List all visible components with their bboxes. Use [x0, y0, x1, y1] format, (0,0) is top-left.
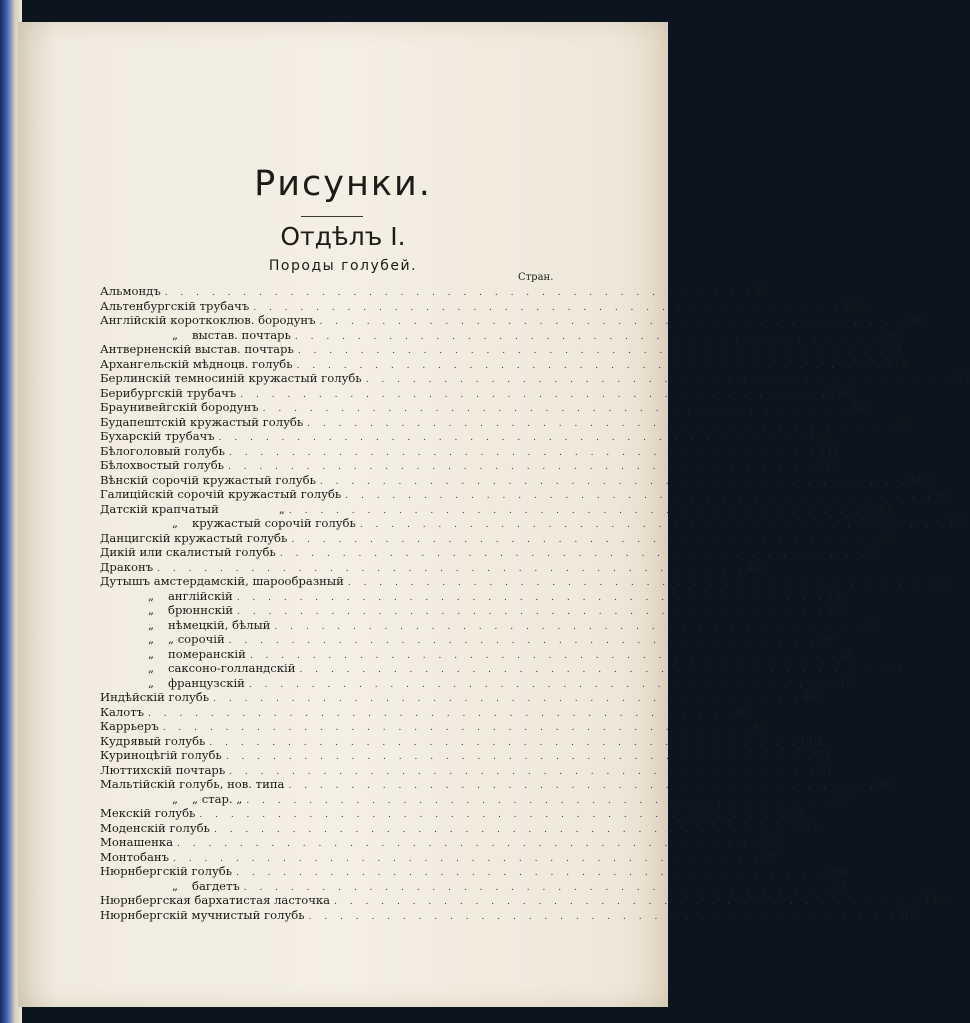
entry-name: [100, 864, 236, 879]
entry-name: [100, 386, 240, 401]
entry-name: [100, 603, 237, 618]
index-entry: [100, 632, 834, 647]
entry-page-number: 109: [898, 907, 921, 922]
index-entry: [100, 545, 877, 560]
leader-dots: . . . . . . . . . . . . . . . . . . . . . . . . . . . . . . . . . . . . . .: [279, 549, 870, 559]
index-entry: [100, 530, 896, 546]
entry-name: [100, 284, 165, 299]
entry-page-number: 119: [798, 733, 822, 748]
entry-name: [100, 415, 307, 430]
entry-name: [100, 879, 244, 894]
entry-text: Альтенбургскій трубачъ: [100, 298, 250, 313]
entry-text: Люттихскій почтарь: [100, 762, 226, 777]
entry-text: Калотъ: [100, 704, 145, 719]
index-entry: [100, 820, 819, 836]
index-entry: [100, 458, 840, 473]
entry-page-number: 67: [835, 791, 851, 806]
entry-text: „ стар. „: [192, 791, 243, 806]
entry-page-number: 48: [802, 690, 818, 704]
leader-dots: . . . . . . . . . . . . . . . . . . . . . . . . . . . . . . . . . . . . . .: [213, 824, 804, 835]
entry-text: Берлинскій темносиній кружастый голубь: [100, 371, 362, 385]
index-entry: [100, 400, 867, 415]
entry-page-number: 96: [896, 414, 912, 429]
entry-page-number: 90: [934, 487, 950, 501]
entry-text: саксоно-голландскій: [168, 661, 296, 675]
ditto-mark: „: [148, 632, 155, 646]
entry-text: Браунивейгскій бородунъ: [100, 400, 259, 414]
entry-text: Данцигскій кружастый голубь: [100, 530, 288, 545]
entry-name: [100, 908, 309, 923]
entry-name: [100, 850, 173, 865]
leader-dots: . . . . . . . . . . . . . . . . . . . . . . . . . . . . . . . . . . . . . .: [225, 752, 816, 762]
entry-name: [100, 893, 334, 908]
entry-text: Дутышъ амстердамскій, шарообразный: [100, 574, 344, 588]
entry-page-number: 22: [889, 661, 904, 675]
ditto-mark: „: [148, 603, 155, 617]
entry-text: Нюрнбергскій голубь: [100, 864, 233, 878]
entry-name: [100, 748, 226, 763]
index-entry: [100, 878, 849, 894]
index-entry: [100, 298, 865, 314]
index-entry: [100, 603, 842, 618]
entry-text: багдетъ: [192, 878, 240, 893]
entry-page-number: 61: [818, 762, 834, 777]
entry-text: Датскій крапчатый: [100, 501, 219, 516]
entry-text: Дикій или скалистый голубь: [100, 545, 276, 559]
entry-name: [100, 661, 300, 676]
entry-text: Мекскій голубь: [100, 806, 196, 820]
entry-name: [100, 618, 274, 633]
index-entry: [100, 371, 970, 386]
index-entry: [100, 501, 894, 517]
entry-name: [100, 328, 295, 343]
index-entry: [100, 516, 965, 531]
index-entry: [100, 559, 762, 575]
ditto-mark: „: [172, 516, 179, 530]
entry-name: [100, 313, 320, 328]
leader-dots: . . . . . . . . . . . . . . . . . . . . . . . . . . . . . . . . . . . . . .: [294, 331, 885, 342]
index-entry: [100, 414, 912, 430]
entry-page-number: 101: [909, 472, 932, 487]
index-entry: [100, 327, 900, 343]
entry-text: Моденскій голубь: [100, 820, 210, 835]
entry-text: Кудрявый голубь: [100, 733, 206, 748]
leader-dots: . . . . . . . . . . . . . . . . . . . . . . . . . . . . . . . . . . . . . .: [249, 650, 840, 661]
subsection-heading: Породы голубей.: [268, 258, 418, 274]
entry-page-number: 28: [937, 574, 953, 588]
entry-name: [100, 806, 199, 821]
entry-text: брюннскій: [168, 603, 234, 617]
leader-dots: . . . . . . . . . . . . . . . . . . . . . . . . . . . . . . . . . . . . . .: [274, 621, 864, 632]
index-entry: [100, 864, 848, 879]
ditto-mark: „: [148, 661, 155, 675]
leader-dots: . . . . . . . . . . . . . . . . . . . . . . . . . . . . . . . . . . . . . .: [218, 433, 809, 443]
leader-dots: . . . . . . . . . . . . . . . . . . . . . . . . . . . . . . . . . . . . . .: [319, 476, 910, 487]
entry-name: [100, 705, 148, 720]
trailing-ditto-mark: „: [278, 501, 285, 516]
entry-page-number: 104: [842, 298, 865, 313]
entry-page-number: 19: [818, 632, 834, 646]
index-entry: [100, 429, 831, 444]
entry-page-number: 111: [818, 443, 841, 458]
index-entry: [100, 907, 921, 923]
index-entry: [100, 675, 854, 691]
entry-page-number: 118: [886, 356, 909, 371]
entry-name: [100, 473, 320, 488]
entry-name: [100, 429, 219, 444]
ditto-mark: „: [148, 646, 155, 661]
entry-name: [100, 502, 289, 517]
leader-dots: . . . . . . . . . . . . . . . . . . . . . . . . . . . . . . . . . . . . . .: [262, 404, 853, 414]
ditto-mark: „: [148, 588, 155, 603]
leader-dots: . . . . . . . . . . . . . . . . . . . . . . . . . . . . . . . . . . . . . .: [288, 781, 879, 791]
leader-dots: . . . . . . . . . . . . . . . . . . . . . . . . . . . . . . . . . . . . . .: [347, 578, 938, 588]
entry-page-number: 88: [880, 530, 896, 545]
leader-dots: . . . . . . . . . . . . . . . . . . . . . . . . . . . . . . . . . . . . . .: [213, 694, 803, 704]
leader-dots: . . . . . . . . . . . . . . . . . . . . . . . . . . . . . . . . . . . . . .: [228, 636, 819, 646]
leader-dots: . . . . . . . . . . . . . . . . . . . . . . . . . . . . . . . . . . . . . .: [236, 592, 827, 603]
entry-name: [100, 821, 214, 836]
leader-dots: . . . . . . . . . . . . . . . . . . . . . . . . . . . . . . . . . . . . . .: [240, 389, 830, 400]
leader-dots: . . . . . . . . . . . . . . . . . . . . . . . . . . . . . . . . . . . . . .: [308, 911, 899, 922]
entry-text: Бухарскій трубачъ: [100, 429, 215, 443]
illustration-index-list: [100, 284, 970, 922]
entry-page-number: 86: [949, 516, 965, 530]
entry-text: Альмондъ: [100, 284, 161, 298]
index-entry: [100, 617, 879, 633]
index-entry: [100, 835, 782, 850]
index-entry: [100, 849, 778, 865]
entry-text: Драконъ: [100, 559, 154, 574]
section-heading: Отдѣлъ I.: [280, 222, 406, 251]
entry-name: [100, 690, 213, 705]
entry-name: [100, 574, 348, 589]
entry-name: [100, 545, 280, 560]
entry-text: Бѣлохвостый голубь: [100, 458, 224, 472]
leader-dots: . . . . . . . . . . . . . . . . . . . . . . . . . . . . . . . . . . . . . .: [299, 665, 890, 675]
entry-text: Куриноцѣгій голубь: [100, 748, 222, 762]
leader-dots: . . . . . . . . . . . . . . . . . . . . . . . . . . . . . . . . . . . . . .: [291, 534, 881, 545]
leader-dots: . . . . . . . . . . . . . . . . . . . . . . . . . . . . . . . . . . . . . .: [243, 882, 834, 893]
entry-name: [100, 777, 288, 792]
entry-page-number: 95: [766, 835, 782, 849]
index-entry: [100, 719, 768, 734]
leader-dots: . . . . . . . . . . . . . . . . . . . . . . . . . . . . . . . . . . . . . .: [248, 679, 839, 690]
entry-page-number: 9: [869, 545, 877, 559]
entry-page-number: 116: [923, 893, 946, 907]
entry-page-number: 73: [815, 748, 831, 762]
leader-dots: . . . . . . . . . . . . . . . . . . . . . . . . . . . . . . . . . . . . . .: [157, 563, 747, 574]
entry-name: [100, 763, 229, 778]
entry-text: Берибургскій трубачъ: [100, 385, 237, 400]
leader-dots: . . . . . . . . . . . . . . . . . . . . . . . . . . . . . . . . . . . . . .: [148, 708, 738, 719]
entry-page-number: 106: [829, 385, 852, 400]
index-entry: [100, 748, 831, 763]
entry-name: [100, 400, 263, 415]
index-entry: [100, 661, 904, 676]
leader-dots: . . . . . . . . . . . . . . . . . . . . . . . . . . . . . . . . . . . . . .: [334, 897, 924, 907]
index-entry: [100, 733, 822, 749]
entry-page-number: 66: [884, 327, 900, 342]
entry-text: Каррьеръ: [100, 719, 159, 733]
entry-name: [100, 444, 229, 459]
ditto-mark: „: [172, 878, 179, 893]
entry-text: Антверненскій выстав. почтарь: [100, 342, 294, 356]
ditto-mark: „: [172, 327, 179, 342]
index-entry: [100, 704, 753, 720]
entry-name: [100, 647, 250, 662]
entry-text: Монашенка: [100, 835, 174, 849]
entry-page-number: 58: [788, 806, 804, 820]
entry-text: выстав. почтарь: [192, 327, 291, 342]
entry-name: [100, 342, 298, 357]
leader-dots: . . . . . . . . . . . . . . . . . . . . . . . . . . . . . . . . . . . . . .: [228, 447, 819, 458]
entry-name: [100, 458, 228, 473]
entry-page-number: 93: [737, 704, 753, 719]
entry-page-number: 64: [887, 342, 903, 356]
entry-text: Бѣлоголовый голубь: [100, 443, 225, 458]
entry-text: французскій: [168, 675, 245, 690]
entry-text: Индѣйскій голубь: [100, 690, 210, 704]
entry-page-number: 108: [825, 864, 848, 878]
entry-name: [100, 676, 249, 691]
entry-name: [100, 560, 157, 575]
entry-page-number: 87: [878, 501, 894, 516]
page-title: Рисунки.: [254, 164, 432, 204]
leader-dots: . . . . . . . . . . . . . . . . . . . . . . . . . . . . . . . . . . . . . .: [297, 346, 888, 356]
entry-text: Галиційскій сорочій кружастый голубь: [100, 487, 342, 501]
leader-dots: . . . . . . . . . . . . . . . . . . . . . . . . . . . . . . . . . . . . . .: [246, 795, 836, 806]
entry-name: [100, 516, 360, 531]
entry-page-number: 46: [746, 559, 762, 574]
leader-dots: . . . . . . . . . . . . . . . . . . . . . . . . . . . . . . . . . . . . . .: [345, 491, 935, 501]
entry-text: нѣмецкій, бѣлый: [168, 617, 271, 632]
index-entry: [100, 313, 924, 328]
entry-text: Мальтійскій голубь, нов. типа: [100, 777, 285, 791]
entry-page-number: 16: [826, 588, 842, 603]
entry-text: Монтобанъ: [100, 849, 169, 864]
book-page: [18, 22, 970, 1007]
entry-text: Вѣнскій сорочій кружастый голубь: [100, 472, 316, 487]
leader-dots: . . . . . . . . . . . . . . . . . . . . . . . . . . . . . . . . . . . . . .: [288, 505, 879, 516]
leader-dots: . . . . . . . . . . . . . . . . . . . . . . . . . . . . . . . . . . . . . .: [365, 375, 956, 385]
leader-dots: . . . . . . . . . . . . . . . . . . . . . . . . . . . . . . . . . . . . . .: [199, 810, 789, 820]
entry-text: Нюрнбергская бархатистая ласточка: [100, 893, 331, 907]
entry-text: Англійскій короткоклюв. бородунъ: [100, 313, 316, 327]
entry-page-number: 84: [852, 400, 867, 414]
index-entry: [100, 777, 893, 792]
entry-page-number: 68: [878, 777, 893, 791]
index-entry: [100, 356, 909, 372]
leader-dots: . . . . . . . . . . . . . . . . . . . . . . . . . . . . . . . . . . . . . .: [236, 868, 826, 878]
page-column-header: Стран.: [518, 272, 554, 283]
index-entry: [100, 342, 903, 357]
leader-dots: . . . . . . . . . . . . . . . . . . . . . . . . . . . . . . . . . . . . . .: [237, 607, 827, 617]
entry-page-number: 45: [752, 719, 768, 733]
leader-dots: . . . . . . . . . . . . . . . . . . . . . . . . . . . . . . . . . . . . . .: [253, 302, 843, 313]
entry-name: [100, 835, 177, 850]
leader-dots: . . . . . . . . . . . . . . . . . . . . . . . . . . . . . . . . . . . . . .: [162, 723, 753, 733]
entry-text: Будапештскій кружастый голубь: [100, 414, 304, 429]
entry-page-number: 107: [808, 429, 831, 443]
entry-page-number: 18: [838, 675, 854, 690]
entry-page-number: 71: [803, 820, 819, 835]
index-entry: [100, 443, 841, 459]
entry-text: англійскій: [168, 588, 233, 603]
leader-dots: . . . . . . . . . . . . . . . . . . . . . . . . . . . . . . . . . . . . . .: [296, 360, 887, 371]
entry-page-number: 98: [754, 284, 770, 298]
leader-dots: . . . . . . . . . . . . . . . . . . . . . . . . . . . . . . . . . . . . . .: [172, 853, 763, 864]
entry-page-number: 26: [826, 603, 842, 617]
leader-dots: . . . . . . . . . . . . . . . . . . . . . . . . . . . . . . . . . . . . . .: [359, 520, 950, 530]
leader-dots: . . . . . . . . . . . . . . . . . . . . . . . . . . . . . . . . . . . . . .: [227, 462, 818, 472]
index-entry: [100, 588, 842, 604]
entry-name: [100, 589, 237, 604]
index-entry: [100, 893, 946, 908]
index-entry: [100, 690, 818, 705]
title-rule-divider: [301, 216, 363, 217]
index-entry: [100, 791, 851, 807]
entry-text: Нюрнбергскій мучнистый голубь: [100, 907, 305, 922]
leader-dots: . . . . . . . . . . . . . . . . . . . . . . . . . . . . . . . . . . . . . .: [307, 418, 897, 429]
entry-page-number: 21: [839, 646, 855, 661]
index-entry: [100, 385, 852, 401]
entry-name: [100, 357, 297, 372]
entry-name: [100, 299, 253, 314]
ditto-mark: „: [172, 791, 179, 806]
entry-text: Архангельскій мѣдноцв. голубь: [100, 356, 293, 371]
entry-text: „ сорочій: [168, 632, 225, 646]
ditto-mark: „: [148, 617, 155, 632]
entry-text: кружастый сорочій голубь: [192, 516, 356, 530]
entry-name: [100, 719, 163, 734]
entry-page-number: 77: [762, 849, 778, 864]
entry-text: померанскій: [168, 646, 246, 661]
leader-dots: . . . . . . . . . . . . . . . . . . . . . . . . . . . . . . . . . . . . . .: [164, 288, 755, 298]
entry-page-number: 99: [909, 313, 924, 327]
entry-name: [100, 734, 209, 749]
index-entry: [100, 487, 950, 502]
index-entry: [100, 762, 834, 778]
entry-name: [100, 632, 229, 647]
entry-page-number: 92: [955, 371, 970, 385]
index-entry: [100, 284, 770, 299]
leader-dots: . . . . . . . . . . . . . . . . . . . . . . . . . . . . . . . . . . . . . .: [177, 839, 767, 849]
ditto-mark: „: [148, 675, 155, 690]
leader-dots: . . . . . . . . . . . . . . . . . . . . . . . . . . . . . . . . . . . . . .: [229, 766, 819, 777]
index-entry: [100, 574, 953, 589]
leader-dots: . . . . . . . . . . . . . . . . . . . . . . . . . . . . . . . . . . . . . .: [209, 737, 799, 748]
entry-name: [100, 371, 366, 386]
entry-page-number: 51: [833, 878, 849, 893]
entry-name: [100, 487, 345, 502]
index-entry: [100, 806, 804, 821]
entry-page-number: 112: [817, 458, 840, 472]
index-entry: [100, 472, 932, 488]
entry-name: [100, 531, 291, 546]
entry-name: [100, 792, 246, 807]
entry-page-number: 25: [863, 617, 879, 632]
index-entry: [100, 646, 855, 662]
leader-dots: . . . . . . . . . . . . . . . . . . . . . . . . . . . . . . . . . . . . . .: [319, 317, 910, 327]
